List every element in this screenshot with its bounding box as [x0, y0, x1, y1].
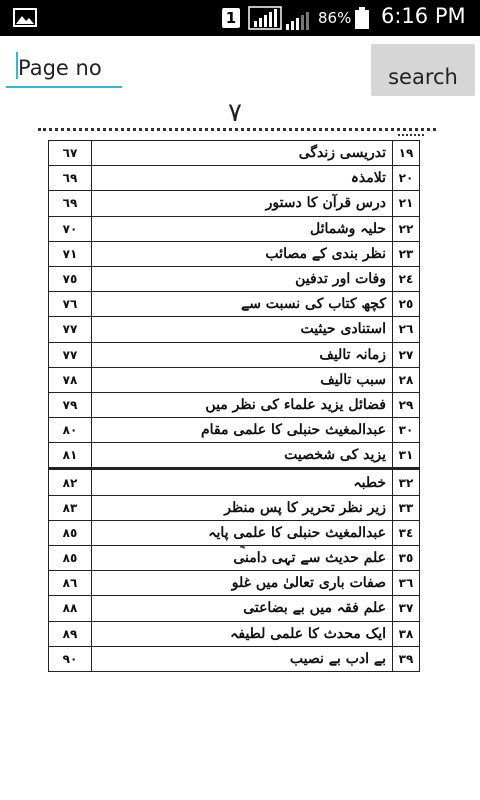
row-number: ٢٣ [393, 241, 420, 266]
row-number: ٣١ [393, 443, 420, 469]
table-row [49, 495, 420, 520]
row-title: علم فقہ میں بے بضاعتی [92, 596, 393, 621]
table-row [49, 646, 420, 671]
row-title: تدریسی زندگی [92, 141, 393, 166]
row-page: ٧٧ [49, 342, 92, 367]
row-page: ٦٧ [49, 141, 92, 166]
row-page: ٨٥ [49, 520, 92, 545]
battery-percent: 86% [318, 9, 352, 27]
signal-2-icon [284, 10, 312, 30]
row-number: ٣٠ [393, 418, 420, 443]
table-row [49, 292, 420, 317]
row-title: کچھ کتاب کی نسبت سے [92, 292, 393, 317]
table-row [49, 266, 420, 291]
row-number: ٣٢ [393, 469, 420, 495]
row-page: ٩٠ [49, 646, 92, 671]
row-title: زیر نظر تحریر کا پس منظر [92, 495, 393, 520]
row-page: ٨٢ [49, 469, 92, 495]
row-number: ٢١ [393, 191, 420, 216]
row-title: خطبہ [92, 469, 393, 495]
row-number: ٢٢ [393, 216, 420, 241]
row-number: ١٩ [393, 141, 420, 166]
row-number: ٣٩ [393, 646, 420, 671]
table-row [49, 317, 420, 342]
row-page: ٦٩ [49, 191, 92, 216]
row-page: ٨١ [49, 443, 92, 469]
text-cursor [16, 52, 18, 79]
row-number: ٢٠ [393, 166, 420, 191]
row-title: وفات اور تدفین [92, 266, 393, 291]
row-title: سبب تالیف [92, 367, 393, 392]
row-page: ٨٩ [49, 621, 92, 646]
row-number: ٣٣ [393, 495, 420, 520]
table-row [49, 546, 420, 571]
table-row [49, 520, 420, 545]
table-row [49, 418, 420, 443]
row-number: ٢٨ [393, 367, 420, 392]
row-title: زمانہ تالیف [92, 342, 393, 367]
row-page: ٨٥ [49, 546, 92, 571]
page-number-input[interactable] [6, 50, 122, 88]
table-row [49, 621, 420, 646]
battery-icon [355, 7, 369, 29]
row-title: عبدالمغیث حنبلی کا علمی مقام [92, 418, 393, 443]
row-page: ٧٠ [49, 216, 92, 241]
row-title: نظر بندی کے مصائب [92, 241, 393, 266]
row-number: ٢٤ [393, 266, 420, 291]
row-page: ٦٩ [49, 166, 92, 191]
row-number: ٣٦ [393, 571, 420, 596]
row-page: ٧١ [49, 241, 92, 266]
row-page: ٧٨ [49, 367, 92, 392]
row-title: تلامذہ [92, 166, 393, 191]
row-title: علم حدیث سے تہی دامنی [92, 546, 393, 571]
row-number: ٣٥ [393, 546, 420, 571]
row-number: ٢٥ [393, 292, 420, 317]
table-row [49, 443, 420, 469]
image-notification-icon [13, 8, 37, 27]
table-row [49, 216, 420, 241]
dotted-divider [38, 128, 436, 131]
table-row [49, 596, 420, 621]
table-row [49, 166, 420, 191]
row-title: درس قرآن کا دستور [92, 191, 393, 216]
table-row [49, 141, 420, 166]
row-page: ٨٠ [49, 418, 92, 443]
row-page: ٧٧ [49, 317, 92, 342]
signal-icon [248, 6, 282, 30]
row-number: ٣٨ [393, 621, 420, 646]
row-title: حلیہ وشمائل [92, 216, 393, 241]
dotted-divider-short [398, 134, 424, 136]
row-title: ایک محدث کا علمی لطیفہ [92, 621, 393, 646]
table-row [49, 342, 420, 367]
row-title: فضائل یزید علماء کی نظر میں [92, 392, 393, 417]
search-button[interactable]: search [371, 44, 475, 96]
row-number: ٣٧ [393, 596, 420, 621]
row-title: عبدالمغیث حنبلی کا علمی پایہ [92, 520, 393, 545]
row-page: ٧٩ [49, 392, 92, 417]
row-page: ٨٨ [49, 596, 92, 621]
table-row [49, 191, 420, 216]
table-row [49, 392, 420, 417]
row-number: ٣٤ [393, 520, 420, 545]
row-title: صفات باری تعالیٰ میں غلو [92, 571, 393, 596]
row-page: ٧٦ [49, 292, 92, 317]
row-title: استنادی حیثیت [92, 317, 393, 342]
sim-1-icon: 1 [222, 8, 240, 28]
table-row [49, 367, 420, 392]
page-number: ۷ [228, 98, 242, 128]
table-row [49, 241, 420, 266]
row-page: ٨٣ [49, 495, 92, 520]
row-page: ٧٥ [49, 266, 92, 291]
contents-table [48, 140, 420, 672]
row-number: ٢٧ [393, 342, 420, 367]
row-page: ٨٦ [49, 571, 92, 596]
table-row [49, 469, 420, 495]
row-number: ٢٦ [393, 317, 420, 342]
row-title: یزید کی شخصیت [92, 443, 393, 469]
clock: 6:16 PM [381, 4, 466, 28]
table-row [49, 571, 420, 596]
status-bar [0, 0, 480, 36]
search-toolbar [0, 36, 480, 98]
row-number: ٢٩ [393, 392, 420, 417]
row-title: بے ادب بے نصیب [92, 646, 393, 671]
